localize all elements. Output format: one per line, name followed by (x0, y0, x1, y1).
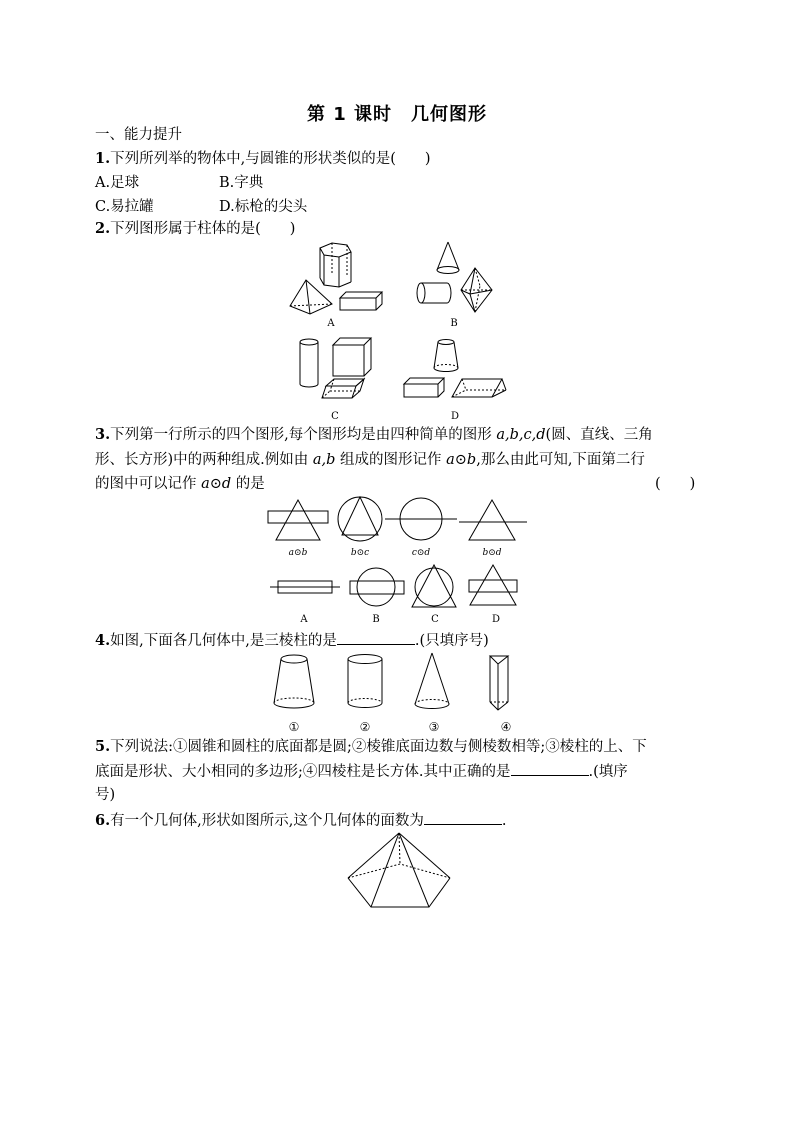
question-4-figure (268, 650, 528, 738)
option-c-label: C (331, 411, 339, 422)
figure-a-odot-b (268, 500, 328, 540)
question-3-text-3a: 的图中可以记作 (95, 476, 202, 492)
question-1-option-d: D.标枪的尖头 (219, 199, 308, 215)
question-3-text-2c: ,那么由此可知,下面第二行 (476, 452, 645, 468)
question-3-text-2a: 形、长方形)中的两种组成.例如由 (95, 452, 313, 468)
question-5-line-1 (95, 737, 647, 757)
solid-1-label: ① (288, 720, 300, 734)
question-5-answer-blank[interactable] (511, 761, 589, 776)
option-b-label: B (372, 614, 380, 625)
figure-b-odot-d (459, 500, 527, 540)
question-3-line-2 (95, 450, 645, 470)
question-5-text-1: 下列说法:①圆锥和圆柱的底面都是圆;②棱锥底面边数与侧棱数相等;③棱柱的上、下 (110, 739, 647, 755)
question-1-stem (95, 149, 431, 169)
question-5-number: 5. (95, 738, 111, 755)
page-title: 第 1 课时 几何图形 (306, 104, 488, 125)
solid-2-label: ② (359, 720, 371, 734)
figure-c-odot-d (385, 498, 457, 540)
option-c-label: C (431, 614, 439, 625)
question-5-text-2b: .(填序 (588, 764, 628, 780)
question-6-answer-blank[interactable] (424, 810, 502, 825)
option-b-label: B (450, 318, 458, 329)
question-1-option-a: A.足球 (95, 175, 140, 191)
option-c-solids (300, 338, 371, 398)
question-5-line-3: 号) (95, 787, 116, 803)
question-3-line-3 (95, 474, 265, 494)
option-d-label: D (491, 614, 501, 625)
row-1-label-c-odot-d: c⊙d (411, 548, 431, 558)
option-a-figure (270, 581, 340, 593)
question-3-text-2b: 组成的图形记作 (335, 452, 447, 468)
solid-4-label: ④ (500, 720, 512, 734)
option-d-label: D (450, 411, 460, 422)
question-6-stem (95, 810, 506, 831)
question-3-answer-paren: ( ) (655, 476, 696, 492)
question-2-stem (95, 219, 295, 239)
row-1-label-b-odot-d: b⊙d (482, 548, 502, 558)
question-2-number: 2. (95, 220, 111, 237)
question-2-text: 下列图形属于柱体的是( ) (110, 221, 296, 237)
question-6-text-b: . (501, 813, 507, 829)
question-3-ab: a,b (312, 452, 336, 468)
option-d-figure (469, 565, 517, 605)
question-3-text-3b: 的是 (231, 476, 265, 492)
question-6-pentagonal-pyramid (340, 830, 460, 912)
option-a-solids (290, 243, 382, 314)
option-c-figure (412, 565, 456, 607)
solid-4-triangular-prism (490, 656, 508, 710)
question-5-text-2a: 底面是形状、大小相同的多边形;④四棱柱是长方体.其中正确的是 (95, 764, 511, 780)
question-5-line-2 (95, 761, 628, 782)
question-3-aob: a⊙b (446, 452, 477, 468)
question-3-text-1b: (圆、直线、三角 (545, 427, 653, 443)
question-3-line-1 (95, 425, 653, 445)
question-3-vars: a,b,c,d (496, 427, 546, 443)
question-4-text-a: 如图,下面各几何体中,是三棱柱的是 (110, 633, 337, 649)
solid-1-frustum (274, 655, 314, 708)
section-heading: 一、能力提升 (95, 127, 182, 143)
question-1-option-c: C.易拉罐 (95, 199, 154, 215)
question-2-figure (280, 238, 520, 424)
question-1-option-b: B.字典 (219, 175, 264, 191)
option-a-label: A (300, 614, 308, 625)
question-1-text: 下列所列举的物体中,与圆锥的形状类似的是( ) (110, 151, 431, 167)
option-b-solids (417, 242, 492, 312)
question-4-number: 4. (95, 632, 111, 649)
question-3-number: 3. (95, 426, 111, 443)
question-3-figure (266, 495, 530, 625)
question-6-number: 6. (95, 812, 111, 829)
solid-2-cylinder (348, 655, 382, 708)
question-3-aod: a⊙d (201, 476, 232, 492)
figure-b-odot-c (338, 497, 382, 541)
question-4-text-b: .(只填序号) (414, 633, 489, 649)
row-1-label-a-odot-b: a⊙b (288, 548, 308, 558)
option-b-figure (350, 568, 404, 606)
question-1-number: 1. (95, 150, 111, 167)
option-a-label: A (327, 318, 335, 329)
question-4-answer-blank[interactable] (337, 630, 415, 645)
question-4-stem (95, 630, 489, 651)
question-3-text-1a: 下列第一行所示的四个图形,每个图形均是由四种简单的图形 (110, 427, 497, 443)
solid-3-cone (415, 653, 449, 709)
option-d-solids (404, 340, 506, 398)
row-1-label-b-odot-c: b⊙c (350, 548, 370, 558)
solid-3-label: ③ (428, 720, 440, 734)
question-6-text-a: 有一个几何体,形状如图所示,这个几何体的面数为 (110, 813, 424, 829)
